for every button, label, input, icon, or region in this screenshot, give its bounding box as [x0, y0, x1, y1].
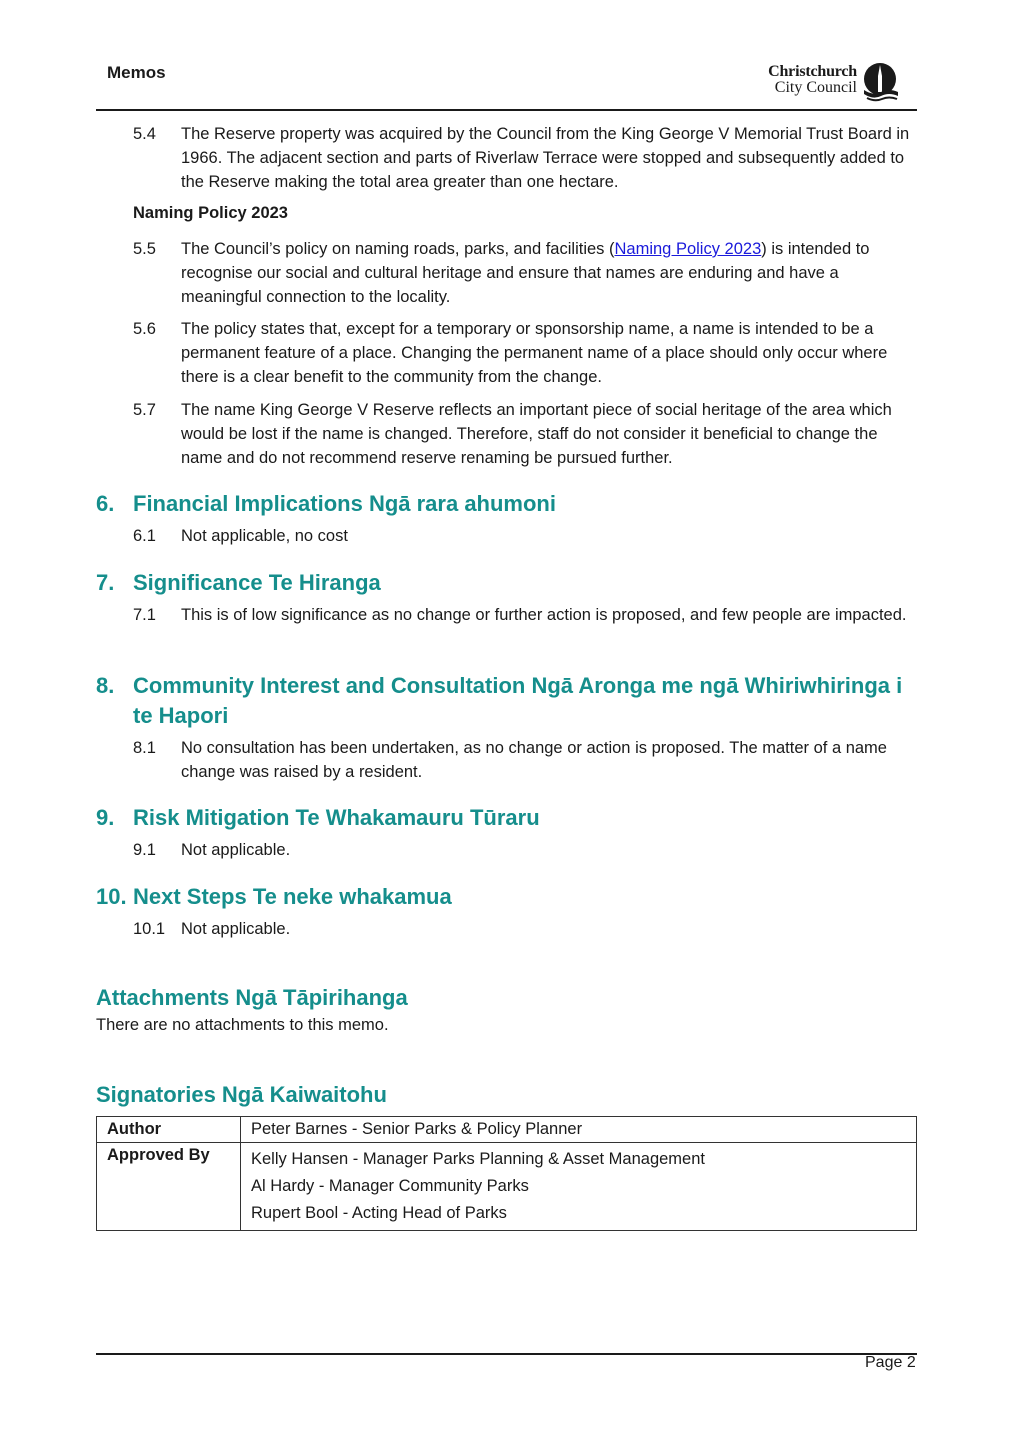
paragraph-8-1	[133, 736, 923, 784]
footer-rule	[96, 1353, 917, 1355]
section-heading-significance	[96, 568, 916, 598]
paragraph-text: The Council’s policy on naming roads, parks, and facilities (Naming Policy 2023) is intended to recognise our social and cultural heritage and ensure that names are enduring and have a meaningful connection to the locality.	[181, 240, 870, 306]
approved-by-label: Approved By	[97, 1143, 241, 1231]
paragraph-number: 6.1	[133, 527, 156, 545]
page-number: Page 2	[865, 1354, 916, 1371]
paragraph-number: 5.5	[133, 240, 156, 258]
section-number: 8.	[96, 673, 115, 698]
section-number: 9.	[96, 805, 115, 830]
paragraph-text: Not applicable, no cost	[181, 527, 348, 545]
paragraph-5-4	[133, 122, 923, 194]
header-rule	[96, 109, 917, 111]
naming-policy-link[interactable]: Naming Policy 2023	[614, 240, 762, 258]
cathedral-logo-icon	[861, 62, 901, 102]
approver: Al Hardy - Manager Community Parks	[251, 1177, 529, 1195]
approver: Rupert Bool - Acting Head of Parks	[251, 1204, 507, 1222]
signatories-table	[96, 1116, 917, 1231]
paragraph-6-1	[133, 524, 923, 548]
paragraph-5-7	[133, 398, 923, 470]
section-title: Risk Mitigation Te Whakamauru Tūraru	[133, 805, 540, 830]
paragraph-text: The Reserve property was acquired by the Council from the King George V Memorial Trust Board in 1966. The adjacent section and parts of Riverlaw Terrace were stopped and subsequently added to the Reserve making the total area greater than one hectare.	[181, 125, 910, 191]
logo-line-2: City Council	[774, 79, 857, 96]
paragraph-number: 5.6	[133, 320, 156, 338]
naming-policy-heading: Naming Policy 2023	[133, 204, 288, 222]
section-number: 6.	[96, 491, 115, 516]
paragraph-text: Not applicable.	[181, 841, 291, 859]
attachments-heading: Attachments Ngā Tāpirihanga	[96, 985, 408, 1010]
section-heading-next-steps	[96, 882, 916, 912]
section-heading-risk	[96, 803, 916, 833]
section-title: Community Interest and Consultation Ngā Aronga me ngā Whiriwhiringa i te Hapori	[133, 673, 903, 728]
section-number: 10.	[96, 884, 127, 909]
council-logo	[746, 62, 901, 102]
paragraph-9-1	[133, 838, 923, 862]
table-row	[97, 1143, 917, 1231]
section-title: Significance Te Hiranga	[133, 570, 381, 595]
paragraph-number: 10.1	[133, 920, 166, 938]
paragraph-number: 5.4	[133, 125, 156, 143]
approver: Kelly Hansen - Manager Parks Planning & Asset Management	[251, 1150, 705, 1168]
paragraph-text: No consultation has been undertaken, as no change or action is proposed. The matter of a name change was raised by a resident.	[181, 739, 887, 781]
section-title: Next Steps Te neke whakamua	[133, 884, 452, 909]
paragraph-text: Not applicable.	[181, 920, 291, 938]
paragraph-text: The policy states that, except for a temporary or sponsorship name, a name is intended to be a permanent feature of a place. Changing the permanent name of a place should only occur where there is a clear benefit to the community from the change.	[181, 320, 888, 386]
paragraph-5-6	[133, 317, 923, 389]
table-row	[97, 1117, 917, 1143]
attachments-text: There are no attachments to this memo.	[96, 1016, 389, 1034]
paragraph-number: 7.1	[133, 606, 156, 624]
paragraph-10-1	[133, 917, 923, 941]
approvers-cell	[241, 1143, 917, 1231]
section-title: Financial Implications Ngā rara ahumoni	[133, 491, 556, 516]
section-heading-community	[96, 671, 916, 731]
section-heading-financial	[96, 489, 916, 519]
paragraph-7-1	[133, 603, 923, 627]
paragraph-text: The name King George V Reserve reflects an important piece of social heritage of the area which would be lost if the name is changed. Therefore, staff do not consider it beneficial to change the name and do not recommend reserve renaming be pursued further.	[181, 401, 892, 467]
section-number: 7.	[96, 570, 115, 595]
paragraph-5-5	[133, 237, 923, 309]
logo-line-1: Christchurch	[768, 63, 857, 80]
author-value: Peter Barnes - Senior Parks & Policy Planner	[241, 1117, 917, 1143]
paragraph-number: 9.1	[133, 841, 156, 859]
paragraph-text: This is of low significance as no change or further action is proposed, and few people are impacted.	[181, 606, 907, 624]
signatories-heading: Signatories Ngā Kaiwaitohu	[96, 1082, 387, 1107]
author-label: Author	[97, 1117, 241, 1143]
paragraph-number: 8.1	[133, 739, 156, 757]
document-header-title: Memos	[107, 63, 166, 82]
paragraph-number: 5.7	[133, 401, 156, 419]
